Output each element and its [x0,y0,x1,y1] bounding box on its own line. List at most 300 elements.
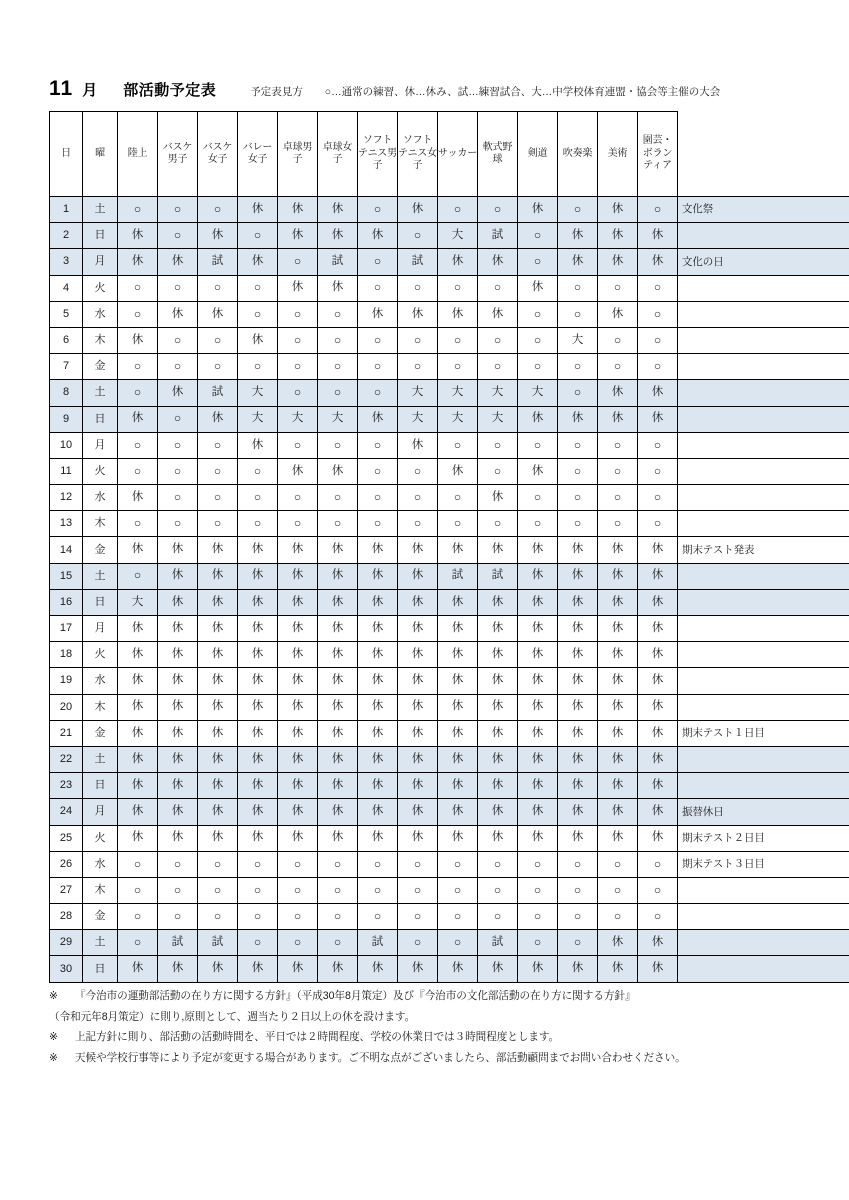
activity-mark: 休 [651,831,664,844]
activity-cell [518,694,558,720]
activity-mark: 休 [651,962,664,975]
footnote-text: 上記方針に則り、部活動の活動時間を、平日では２時間程度、学校の休業日では３時間程度とします。 [75,1031,560,1044]
activity-cell [398,249,438,275]
activity-mark: 休 [571,778,584,791]
activity-mark: 休 [371,229,384,242]
column-header-5: バレー女子 [238,112,278,197]
activity-cell [598,301,638,327]
activity-mark: ○ [293,516,302,531]
activity-cell [598,485,638,511]
activity-mark: 休 [531,202,544,215]
activity-mark: 休 [411,700,424,713]
activity-mark: 休 [131,229,144,242]
activity-mark: 試 [491,569,504,582]
activity-mark: 休 [171,386,184,399]
day-of-week-cell: 月 [83,799,118,825]
activity-mark: 休 [531,962,544,975]
activity-cell [278,773,318,799]
activity-mark: 休 [211,778,224,791]
day-of-week-cell: 土 [83,930,118,956]
activity-cell [238,458,278,484]
activity-mark: 試 [491,936,504,949]
activity-mark: ○ [453,332,462,347]
activity-cell [478,904,518,930]
activity-mark: ○ [413,516,422,531]
activity-mark: 休 [411,621,424,634]
activity-cell [558,904,598,930]
activity-cell [638,851,678,877]
table-row [50,537,849,563]
activity-cell [278,563,318,589]
activity-mark: 休 [491,962,504,975]
activity-mark: ○ [573,856,582,871]
activity-mark: 休 [611,752,624,765]
day-number-cell: 15 [50,563,83,589]
activity-cell [438,563,478,589]
day-number-cell: 21 [50,720,83,746]
activity-mark: ○ [173,463,182,478]
activity-cell [438,380,478,406]
column-header-12: 剣道 [518,112,558,197]
activity-cell [478,485,518,511]
activity-cell [638,380,678,406]
activity-mark: ○ [293,856,302,871]
activity-mark: ○ [253,856,262,871]
activity-mark: ○ [653,908,662,923]
activity-cell [238,354,278,380]
activity-mark: 休 [171,726,184,739]
activity-cell [198,406,238,432]
activity-cell [278,432,318,458]
activity-mark: 休 [531,831,544,844]
activity-mark: ○ [453,358,462,373]
activity-mark: 休 [171,674,184,687]
activity-mark: ○ [573,935,582,950]
day-number-cell: 1 [50,197,83,223]
activity-mark: 大 [491,412,504,425]
activity-cell [238,720,278,746]
activity-cell [238,537,278,563]
activity-mark: 休 [531,700,544,713]
note-cell [678,511,849,537]
activity-cell [558,642,598,668]
activity-cell [638,275,678,301]
activity-cell [518,930,558,956]
activity-cell [278,851,318,877]
activity-cell [438,956,478,982]
activity-cell [398,616,438,642]
activity-cell [398,327,438,353]
activity-cell [158,589,198,615]
activity-cell [318,799,358,825]
activity-cell [158,668,198,694]
activity-cell [358,877,398,903]
activity-mark: ○ [333,908,342,923]
activity-cell [158,694,198,720]
activity-mark: 試 [211,255,224,268]
activity-mark: ○ [573,280,582,295]
activity-cell [158,485,198,511]
activity-cell [478,563,518,589]
activity-mark: ○ [133,908,142,923]
activity-mark: ○ [413,463,422,478]
day-of-week-cell: 水 [83,485,118,511]
note-cell: 文化の日 [678,249,849,275]
legend-label: 予定表見方 [250,86,303,98]
activity-mark: 休 [651,412,664,425]
activity-cell [318,694,358,720]
activity-mark: ○ [493,358,502,373]
activity-mark: 休 [411,543,424,556]
day-number-cell: 8 [50,380,83,406]
activity-cell [638,825,678,851]
activity-cell [238,877,278,903]
activity-cell [158,799,198,825]
activity-cell [358,301,398,327]
activity-mark: 休 [251,621,264,634]
activity-mark: 休 [451,726,464,739]
activity-mark: 休 [171,307,184,320]
activity-mark: ○ [373,908,382,923]
activity-cell [398,746,438,772]
activity-cell [518,406,558,432]
activity-mark: 休 [611,307,624,320]
activity-mark: ○ [573,385,582,400]
activity-cell [278,642,318,668]
activity-cell [118,275,158,301]
activity-cell [478,746,518,772]
activity-cell [398,904,438,930]
activity-mark: 休 [491,490,504,503]
activity-cell [318,825,358,851]
activity-mark: ○ [653,489,662,504]
activity-cell [358,327,398,353]
activity-mark: 休 [211,412,224,425]
activity-cell [438,589,478,615]
activity-mark: ○ [173,201,182,216]
activity-cell [518,485,558,511]
activity-cell [518,301,558,327]
activity-mark: 休 [491,752,504,765]
activity-cell [478,930,518,956]
activity-mark: 休 [291,752,304,765]
activity-cell [598,380,638,406]
activity-cell [318,275,358,301]
activity-cell [558,301,598,327]
column-header-2: 陸上 [118,112,158,197]
activity-mark: 大 [291,412,304,425]
day-of-week-cell: 月 [83,432,118,458]
activity-mark: ○ [533,935,542,950]
activity-mark: 休 [531,464,544,477]
activity-cell [558,563,598,589]
activity-cell [118,799,158,825]
activity-mark: 休 [211,962,224,975]
activity-mark: 休 [451,700,464,713]
activity-cell [398,956,438,982]
activity-mark: 休 [651,229,664,242]
activity-mark: 休 [371,412,384,425]
day-number-cell: 24 [50,799,83,825]
note-cell: 期末テスト発表 [678,537,849,563]
column-header-note [678,112,849,197]
activity-mark: 休 [491,621,504,634]
activity-cell [238,485,278,511]
activity-mark: 休 [331,202,344,215]
activity-mark: 休 [611,386,624,399]
activity-cell [398,354,438,380]
activity-mark: ○ [653,280,662,295]
activity-cell [638,354,678,380]
table-row [50,275,849,301]
day-of-week-cell: 土 [83,197,118,223]
activity-cell [518,354,558,380]
activity-mark: 休 [331,281,344,294]
activity-cell [158,197,198,223]
activity-mark: 休 [251,333,264,346]
activity-mark: 休 [571,831,584,844]
activity-cell [278,223,318,249]
activity-mark: 休 [531,543,544,556]
column-header-9: ソフトテニス女子 [398,112,438,197]
activity-cell [438,249,478,275]
activity-cell [318,380,358,406]
activity-cell [358,275,398,301]
activity-cell [198,930,238,956]
activity-cell [558,877,598,903]
activity-cell [518,799,558,825]
activity-cell [198,851,238,877]
note-cell [678,380,849,406]
activity-cell [398,380,438,406]
activity-mark: 休 [131,674,144,687]
activity-cell [318,301,358,327]
activity-cell [198,511,238,537]
activity-cell [318,877,358,903]
activity-cell [598,773,638,799]
activity-cell [398,668,438,694]
activity-mark: ○ [373,437,382,452]
activity-cell [518,511,558,537]
table-row [50,223,849,249]
activity-cell [238,642,278,668]
activity-mark: 休 [171,595,184,608]
activity-mark: ○ [293,908,302,923]
activity-cell [598,249,638,275]
note-cell [678,275,849,301]
activity-cell [358,223,398,249]
activity-mark: 休 [531,674,544,687]
activity-mark: 休 [611,805,624,818]
activity-cell [278,616,318,642]
activity-mark: 休 [611,595,624,608]
activity-cell [118,458,158,484]
activity-mark: ○ [613,856,622,871]
activity-cell [518,720,558,746]
activity-mark: ○ [653,463,662,478]
activity-cell [398,851,438,877]
table-row [50,746,849,772]
activity-mark: 休 [331,648,344,661]
note-cell [678,668,849,694]
activity-mark: ○ [133,856,142,871]
activity-cell [118,301,158,327]
activity-cell [278,930,318,956]
activity-cell [638,877,678,903]
activity-mark: 試 [331,255,344,268]
activity-cell [318,406,358,432]
day-number-cell: 2 [50,223,83,249]
activity-mark: ○ [213,358,222,373]
activity-cell [478,589,518,615]
activity-mark: ○ [293,385,302,400]
activity-cell [198,694,238,720]
activity-mark: 大 [331,412,344,425]
activity-mark: ○ [453,201,462,216]
activity-mark: ○ [373,882,382,897]
activity-mark: ○ [653,332,662,347]
activity-mark: ○ [373,254,382,269]
activity-cell [198,668,238,694]
activity-mark: ○ [213,201,222,216]
activity-mark: 休 [291,674,304,687]
activity-mark: ○ [333,489,342,504]
activity-cell [118,773,158,799]
activity-mark: ○ [333,358,342,373]
activity-mark: 休 [651,700,664,713]
activity-cell [478,694,518,720]
activity-cell [438,616,478,642]
activity-cell [278,537,318,563]
activity-mark: 休 [611,648,624,661]
activity-cell [598,223,638,249]
activity-mark: 休 [291,805,304,818]
activity-cell [398,877,438,903]
activity-mark: ○ [653,437,662,452]
activity-mark: 休 [131,412,144,425]
activity-cell [518,851,558,877]
activity-cell [118,825,158,851]
activity-cell [198,354,238,380]
activity-mark: 休 [331,752,344,765]
activity-cell [278,904,318,930]
activity-cell [598,851,638,877]
activity-mark: ○ [173,908,182,923]
activity-cell [318,616,358,642]
activity-mark: 休 [211,831,224,844]
activity-mark: 試 [451,569,464,582]
activity-mark: 休 [651,778,664,791]
activity-cell [198,825,238,851]
activity-mark: ○ [653,306,662,321]
activity-cell [438,773,478,799]
activity-cell [438,197,478,223]
activity-cell [198,458,238,484]
activity-cell [158,249,198,275]
activity-cell [278,877,318,903]
activity-cell [438,668,478,694]
activity-mark: ○ [293,358,302,373]
day-of-week-cell: 土 [83,746,118,772]
activity-mark: 休 [251,543,264,556]
activity-mark: 休 [331,726,344,739]
activity-cell [278,406,318,432]
activity-cell [398,589,438,615]
activity-mark: 休 [411,805,424,818]
table-header-row-group [50,112,849,197]
activity-mark: ○ [173,280,182,295]
activity-cell [358,642,398,668]
activity-mark: ○ [133,385,142,400]
activity-cell [598,746,638,772]
activity-mark: ○ [173,489,182,504]
activity-mark: ○ [133,463,142,478]
activity-mark: 試 [371,936,384,949]
column-header-11: 軟式野球 [478,112,518,197]
activity-mark: ○ [493,332,502,347]
table-header-row [50,112,849,197]
activity-mark: ○ [413,935,422,950]
activity-cell [318,956,358,982]
activity-mark: 休 [251,438,264,451]
activity-cell [598,406,638,432]
activity-cell [398,511,438,537]
activity-cell [638,511,678,537]
activity-cell [198,223,238,249]
activity-mark: 休 [451,621,464,634]
activity-cell [558,930,598,956]
activity-mark: 休 [571,805,584,818]
table-row [50,825,849,851]
activity-mark: 休 [611,700,624,713]
activity-mark: 休 [531,621,544,634]
activity-cell [558,223,598,249]
activity-mark: ○ [573,201,582,216]
activity-cell [398,563,438,589]
activity-mark: ○ [253,489,262,504]
activity-cell [638,956,678,982]
table-row [50,563,849,589]
note-cell [678,642,849,668]
activity-mark: 休 [251,569,264,582]
activity-mark: ○ [373,856,382,871]
activity-cell [318,223,358,249]
activity-cell [118,327,158,353]
activity-cell [198,537,238,563]
activity-cell [518,616,558,642]
activity-cell [278,458,318,484]
activity-mark: 休 [491,674,504,687]
activity-mark: 休 [571,752,584,765]
activity-cell [198,380,238,406]
column-header-8: ソフトテニス男子 [358,112,398,197]
activity-mark: 休 [171,778,184,791]
activity-mark: ○ [573,489,582,504]
activity-mark: 休 [651,595,664,608]
activity-cell [558,589,598,615]
activity-cell [478,851,518,877]
day-of-week-cell: 水 [83,668,118,694]
activity-cell [118,249,158,275]
activity-mark: ○ [293,254,302,269]
note-cell: 振替休日 [678,799,849,825]
activity-mark: 休 [411,569,424,582]
activity-mark: 休 [211,752,224,765]
activity-mark: 休 [531,412,544,425]
activity-cell [478,275,518,301]
activity-cell [638,694,678,720]
note-cell [678,301,849,327]
